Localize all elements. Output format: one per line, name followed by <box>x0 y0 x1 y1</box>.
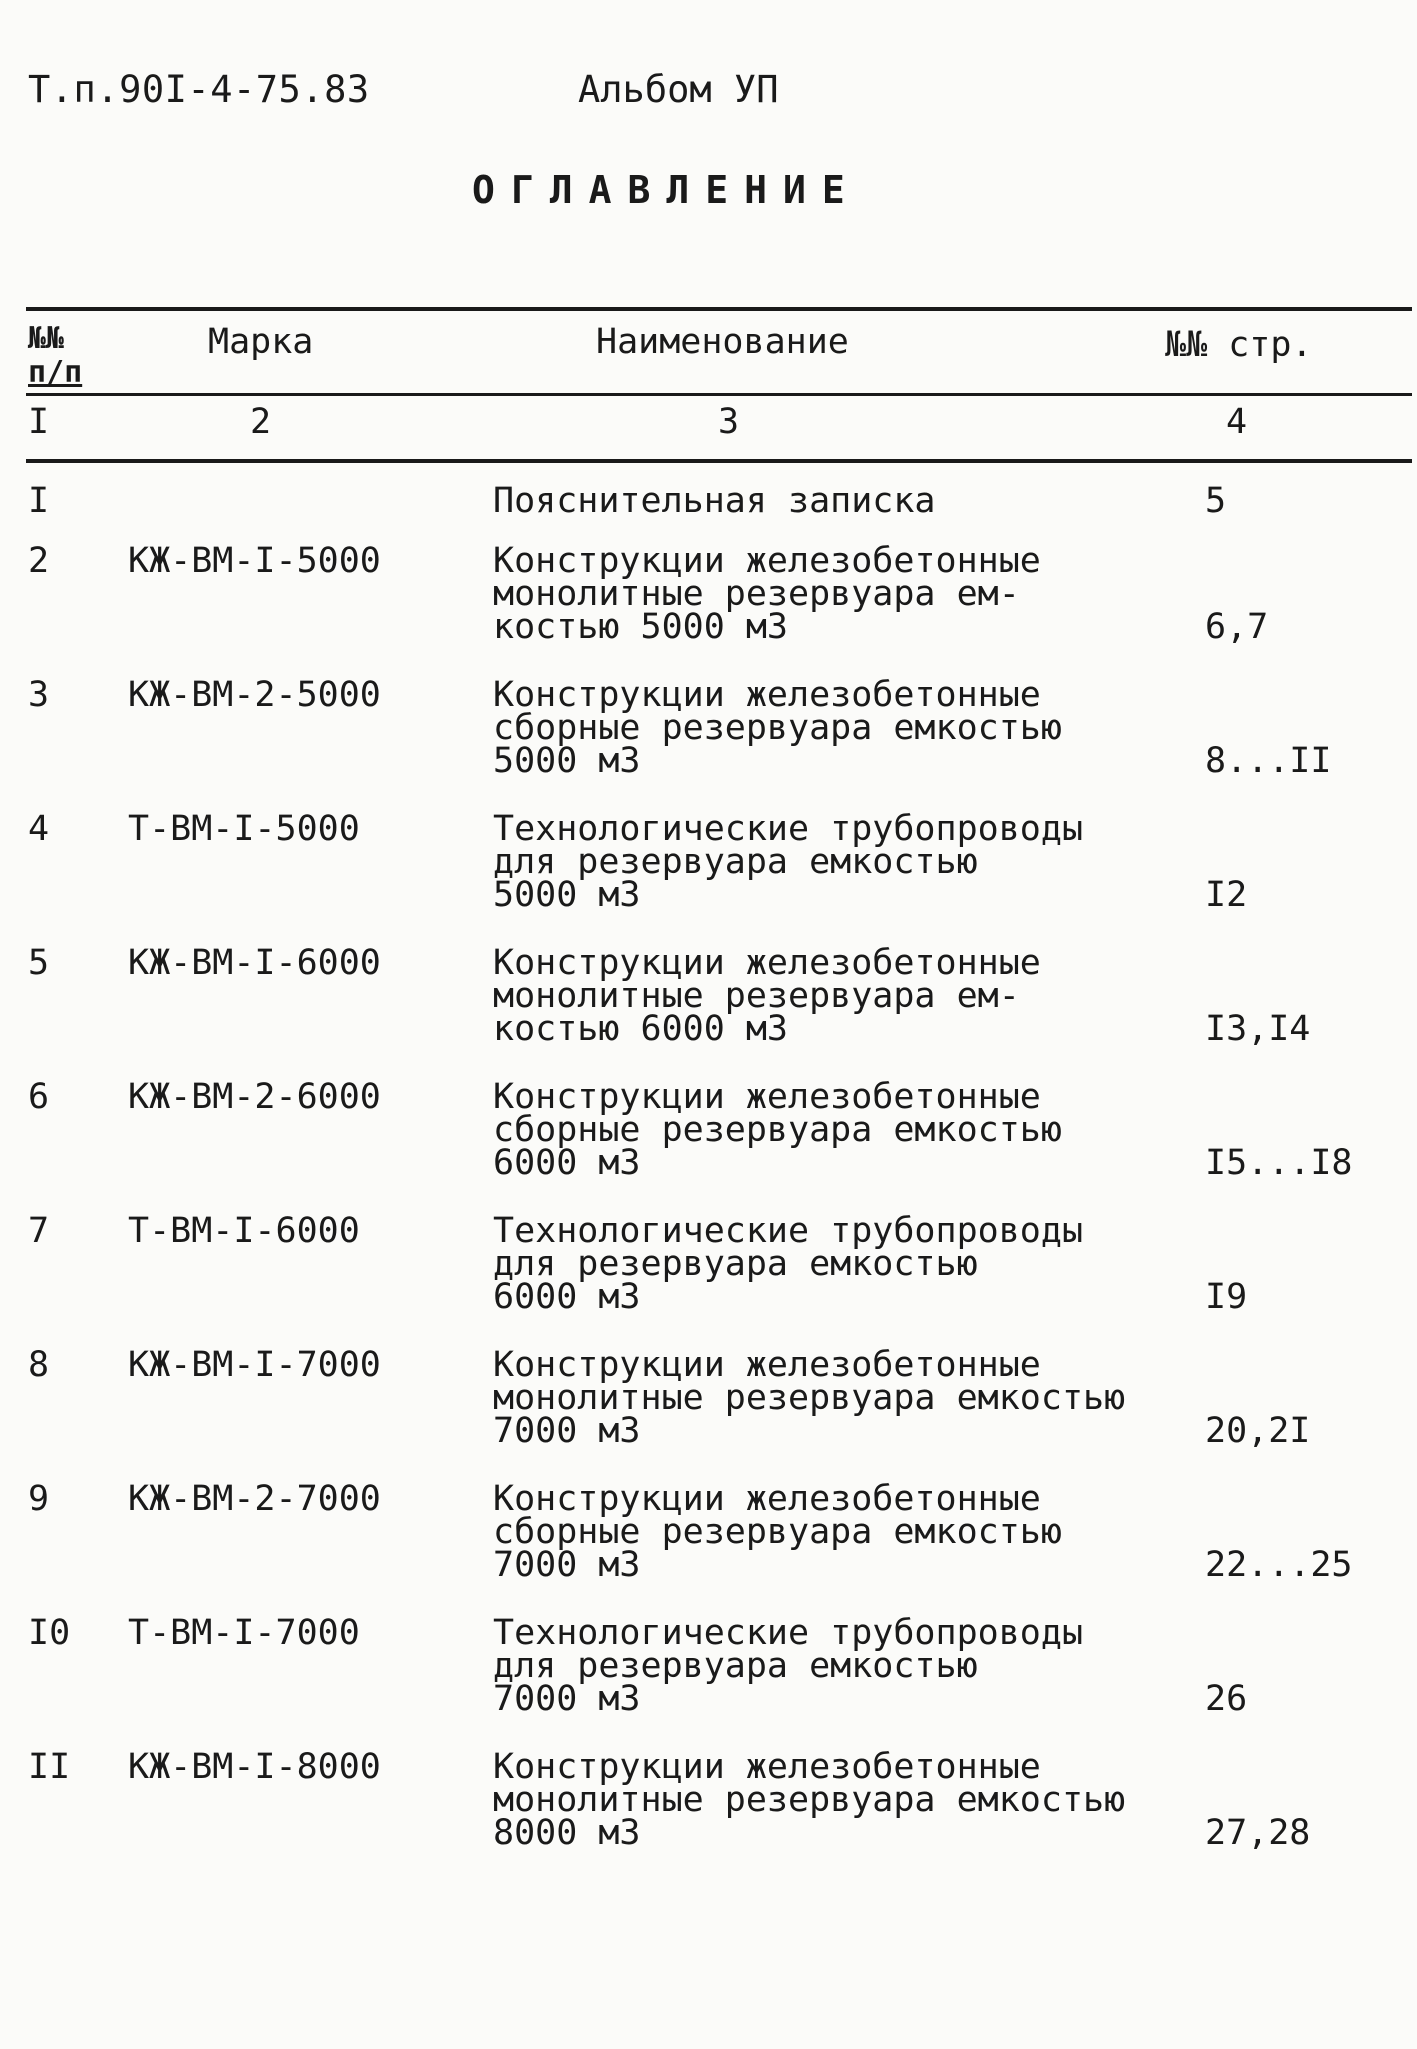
album-label: Альбом УП <box>578 68 779 111</box>
table-row <box>0 1613 1417 1751</box>
row-mark: Т-ВМ-I-6000 <box>128 1211 360 1251</box>
row-mark: КЖ-ВМ-2-5000 <box>128 675 381 715</box>
row-number: 3 <box>28 675 50 715</box>
row-mark: КЖ-ВМ-I-7000 <box>128 1345 381 1385</box>
row-name-line: 5000 м3 <box>493 741 641 781</box>
row-name-line: 8000 м3 <box>493 1813 641 1853</box>
row-name-line: для резервуара емкостью <box>493 842 978 882</box>
row-name-line: сборные резервуара емкостью <box>493 1110 1062 1150</box>
row-name-line: Технологические трубопроводы <box>493 1211 1084 1251</box>
row-name-line: монолитные резервуара емкостью <box>493 1780 1126 1820</box>
row-name <box>493 481 1153 521</box>
row-mark: Т-ВМ-I-5000 <box>128 809 360 849</box>
row-number: 6 <box>28 1077 50 1117</box>
row-name-line: Конструкции железобетонные <box>493 675 1041 715</box>
row-page: I3,I4 <box>1205 1009 1311 1049</box>
row-name <box>493 541 1153 647</box>
table-top-rule <box>26 307 1412 311</box>
row-name-line: Конструкции железобетонные <box>493 943 1041 983</box>
column-number-3: 3 <box>718 402 740 442</box>
row-number: 4 <box>28 809 50 849</box>
row-name <box>493 1345 1153 1451</box>
row-page: 20,2I <box>1205 1411 1311 1451</box>
row-page: 5 <box>1205 481 1227 521</box>
header-number <box>28 322 82 390</box>
row-name-line: костью 6000 м3 <box>493 1009 789 1049</box>
row-mark: КЖ-ВМ-2-7000 <box>128 1479 381 1519</box>
row-page: 26 <box>1205 1679 1248 1719</box>
row-name-line: монолитные резервуара емкостью <box>493 1378 1126 1418</box>
page-title: ОГЛАВЛЕНИЕ <box>472 168 861 212</box>
row-name-line: 6000 м3 <box>493 1143 641 1183</box>
column-number-4: 4 <box>1226 402 1248 442</box>
row-page: I5...I8 <box>1205 1143 1353 1183</box>
table-row <box>0 1479 1417 1617</box>
table-row <box>0 541 1417 679</box>
header-page: №№ стр. <box>1165 325 1313 365</box>
row-name-line: Конструкции железобетонные <box>493 541 1041 581</box>
column-numbers-rule <box>26 459 1412 463</box>
table-row <box>0 1747 1417 1885</box>
table-row <box>0 1345 1417 1483</box>
row-name-line: Технологические трубопроводы <box>493 809 1084 849</box>
row-name <box>493 809 1153 915</box>
header-name: Наименование <box>596 322 849 362</box>
row-name-line: 7000 м3 <box>493 1679 641 1719</box>
row-page: 22...25 <box>1205 1545 1353 1585</box>
row-name-line: сборные резервуара емкостью <box>493 708 1062 748</box>
row-name <box>493 943 1153 1049</box>
row-name <box>493 675 1153 781</box>
row-number: 7 <box>28 1211 50 1251</box>
row-name-line: костью 5000 м3 <box>493 607 789 647</box>
table-row <box>0 1077 1417 1215</box>
contents-rows <box>0 481 1417 1885</box>
row-name-line: 5000 м3 <box>493 875 641 915</box>
row-number: I0 <box>28 1613 71 1653</box>
table-row <box>0 675 1417 813</box>
row-name <box>493 1479 1153 1585</box>
document-code: Т.п.90I-4-75.83 <box>28 68 370 111</box>
row-name-line: Пояснительная записка <box>493 481 936 521</box>
header-number-line1: №№ <box>28 321 65 356</box>
table-row <box>0 809 1417 947</box>
row-number: 9 <box>28 1479 50 1519</box>
row-number: I <box>28 481 50 521</box>
row-number: 8 <box>28 1345 50 1385</box>
row-name-line: 7000 м3 <box>493 1411 641 1451</box>
row-mark: Т-ВМ-I-7000 <box>128 1613 360 1653</box>
row-name <box>493 1077 1153 1183</box>
table-row <box>0 481 1417 545</box>
row-name-line: монолитные резервуара ем- <box>493 574 1020 614</box>
row-name <box>493 1747 1153 1853</box>
row-name <box>493 1211 1153 1317</box>
row-name <box>493 1613 1153 1719</box>
row-page: I9 <box>1205 1277 1248 1317</box>
header-rule <box>26 393 1412 396</box>
row-page: 8...II <box>1205 741 1332 781</box>
row-name-line: сборные резервуара емкостью <box>493 1512 1062 1552</box>
row-name-line: монолитные резервуара ем- <box>493 976 1020 1016</box>
row-mark: КЖ-ВМ-I-5000 <box>128 541 381 581</box>
row-name-line: Конструкции железобетонные <box>493 1345 1041 1385</box>
column-number-2: 2 <box>250 402 272 442</box>
header-number-line2: п/п <box>28 355 83 390</box>
row-number: II <box>28 1747 71 1787</box>
row-name-line: 7000 м3 <box>493 1545 641 1585</box>
row-name-line: Конструкции железобетонные <box>493 1077 1041 1117</box>
table-row <box>0 1211 1417 1349</box>
row-page: 27,28 <box>1205 1813 1311 1853</box>
row-name-line: Конструкции железобетонные <box>493 1479 1041 1519</box>
row-mark: КЖ-ВМ-I-8000 <box>128 1747 381 1787</box>
header-mark: Марка <box>208 322 314 362</box>
row-mark: КЖ-ВМ-I-6000 <box>128 943 381 983</box>
row-name-line: для резервуара емкостью <box>493 1244 978 1284</box>
row-name-line: 6000 м3 <box>493 1277 641 1317</box>
row-mark: КЖ-ВМ-2-6000 <box>128 1077 381 1117</box>
table-row <box>0 943 1417 1081</box>
row-number: 2 <box>28 541 50 581</box>
row-name-line: Конструкции железобетонные <box>493 1747 1041 1787</box>
row-name-line: для резервуара емкостью <box>493 1646 978 1686</box>
row-name-line: Технологические трубопроводы <box>493 1613 1084 1653</box>
column-number-1: I <box>28 402 50 442</box>
row-page: I2 <box>1205 875 1248 915</box>
row-page: 6,7 <box>1205 607 1269 647</box>
row-number: 5 <box>28 943 50 983</box>
